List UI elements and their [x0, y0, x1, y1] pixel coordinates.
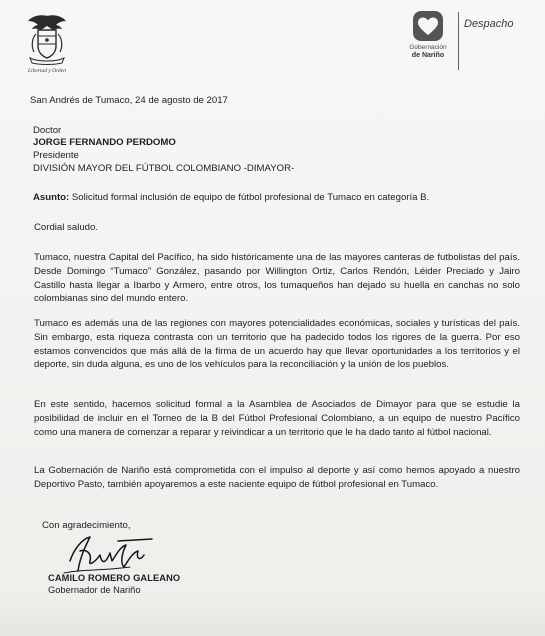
- header-divider: [458, 12, 459, 70]
- crest-motto: Libertad y Orden: [28, 68, 66, 74]
- greeting: Cordial saludo.: [34, 222, 98, 233]
- recipient-organization: DIVISIÓN MAYOR DEL FÚTBOL COLOMBIANO -DIMAYOR-: [33, 163, 295, 174]
- gobernacion-logo-line2: de Nariño: [411, 52, 445, 59]
- closing: Con agradecimiento,: [42, 520, 131, 531]
- paper-shadow: [0, 596, 545, 636]
- gobernacion-logo: [398, 10, 458, 70]
- coat-of-arms-icon: [26, 12, 68, 66]
- recipient-salutation-title: Doctor: [33, 125, 62, 136]
- body-paragraph-1: Tumaco, nuestra Capital del Pacífico, ha sido históricamente una de las mayores canteras de futbolistas del país. Desde Domingo “Tumaco” González, pasando por Willington Ortiz, Carlos Rendón, Léider Preciado y Jairo Castillo hasta llegar a Ibarbo y Armero, entre otros, los tumaqueños han dejado su huella en canchas no solo colombianas sino del mundo entero.: [34, 252, 520, 305]
- subject-label: Asunto:: [33, 192, 70, 203]
- place-date: San Andrés de Tumaco, 24 de agosto de 2017: [30, 95, 228, 106]
- heart-logo-icon: [412, 10, 444, 42]
- office-label: Despacho: [464, 18, 514, 30]
- gobernacion-logo-line1: Gobernación: [409, 44, 447, 51]
- subject-line: [33, 192, 523, 204]
- recipient-name: JORGE FERNANDO PERDOMO: [33, 137, 176, 148]
- body-paragraph-4: La Gobernación de Nariño está comprometida con el impulso al deporte y así como hemos apoyado a nuestro Deportivo Pasto, también apoyaremos a este naciente equipo de fútbol profesional en Tumaco.: [34, 465, 520, 490]
- recipient-role: Presidente: [33, 150, 79, 161]
- coat-of-arms-logo: [18, 12, 76, 84]
- body-paragraph-2: Tumaco es además una de las regiones con mayores potencialidades económicas, sociales y turísticas del país. Sin embargo, esta riqueza contrasta con un territorio que ha padecido todos los rigores de la guerra. Por eso estamos convencidos que más allá de la firma de un acuerdo hay que llevar oportunidades a los territorios y el deporte, sin duda alguna, es uno de los vehículos para la reconciliación y la unión de los pueblos.: [34, 318, 520, 371]
- body-paragraph-3: En este sentido, hacemos solicitud formal a la Asamblea de Asociados de Dimayor para que se estudie la posibilidad de incluir en el Torneo de la B del Fútbol Profesional Colombiano, a un equipo de nuestro Pacífico como una manera de comenzar a reparar y reivindicar a un territorio que le ha dado tanto al fútbol nacional.: [34, 399, 520, 438]
- signer-name: CAMILO ROMERO GALEANO: [48, 573, 181, 583]
- handwritten-signature: [60, 531, 160, 579]
- signer-title: Gobernador de Nariño: [48, 585, 141, 595]
- subject-text: Solicitud formal inclusión de equipo de fútbol profesional de Tumaco en categoría B.: [71, 192, 430, 203]
